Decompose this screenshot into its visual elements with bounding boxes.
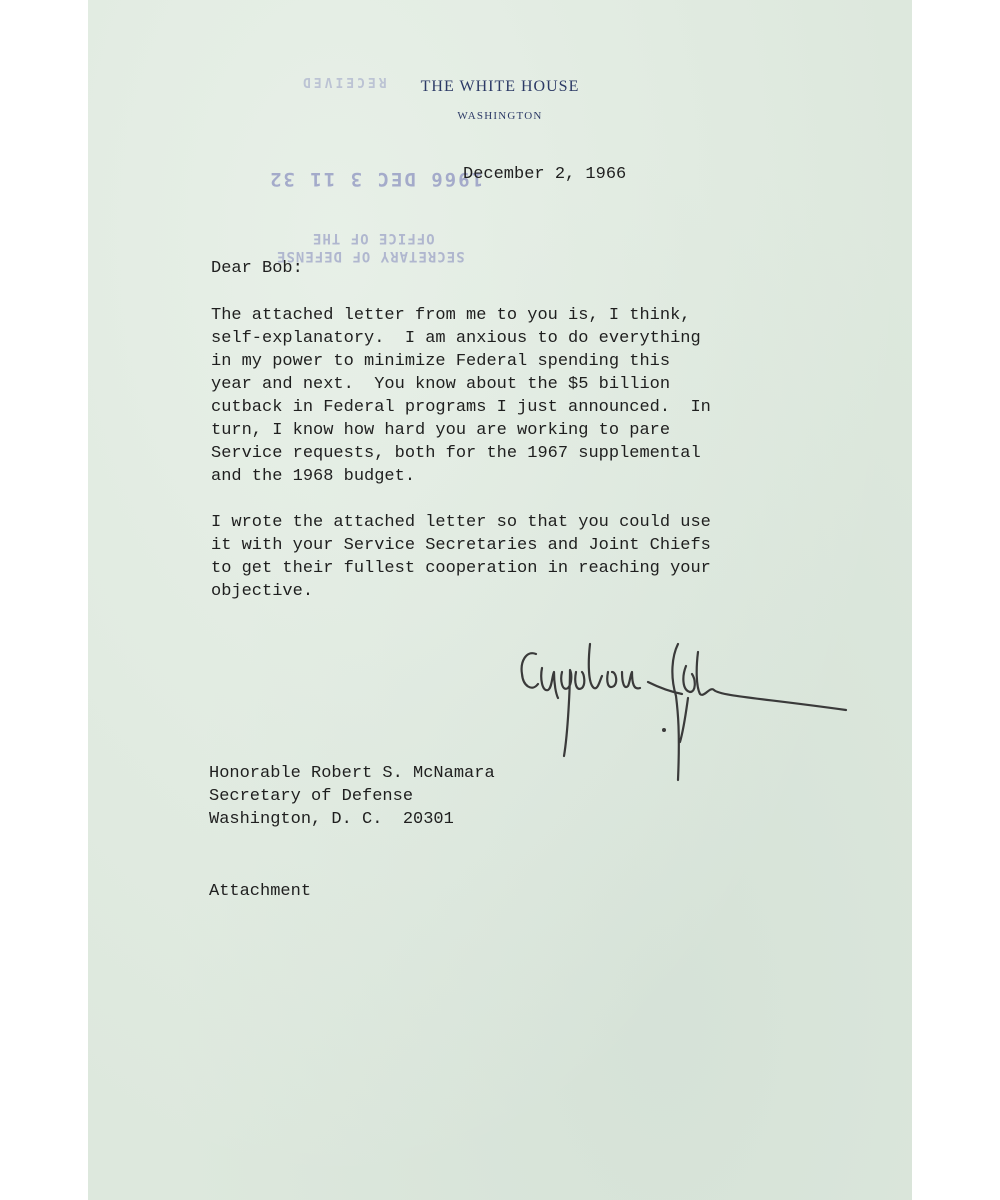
body-line: it with your Service Secretaries and Joint Chiefs bbox=[211, 536, 711, 555]
salutation: Dear Bob: bbox=[211, 259, 303, 278]
body-line: and the 1968 budget. bbox=[211, 467, 416, 486]
body-line: to get their fullest cooperation in reaching your bbox=[211, 559, 711, 578]
body-line: I wrote the attached letter so that you could use bbox=[211, 513, 711, 532]
enclosure-note: Attachment bbox=[209, 882, 312, 901]
received-stamp-office: OFFICE OF THE bbox=[312, 230, 435, 246]
body-line: cutback in Federal programs I just announced. In bbox=[211, 398, 711, 417]
body-line: turn, I know how hard you are working to pare bbox=[211, 421, 671, 440]
signature bbox=[510, 632, 860, 792]
recipient-address: Washington, D. C. 20301 bbox=[209, 810, 454, 829]
recipient-name: Honorable Robert S. McNamara bbox=[209, 764, 495, 783]
received-stamp-secretary: SECRETARY OF DEFENSE bbox=[276, 248, 465, 264]
body-line: The attached letter from me to you is, I think, bbox=[211, 306, 691, 325]
letterhead-location: WASHINGTON bbox=[457, 110, 543, 122]
received-stamp-line1: RECEIVED bbox=[300, 74, 387, 89]
body-line: year and next. You know about the $5 billion bbox=[211, 375, 671, 394]
letter-date: December 2, 1966 bbox=[463, 165, 627, 184]
body-line: in my power to minimize Federal spending this bbox=[211, 352, 671, 371]
letterhead-title: THE WHITE HOUSE bbox=[420, 78, 580, 95]
recipient-title: Secretary of Defense bbox=[209, 787, 414, 806]
body-line: objective. bbox=[211, 582, 314, 601]
body-line: Service requests, both for the 1967 supplemental bbox=[211, 444, 701, 463]
body-line: self-explanatory. I am anxious to do everything bbox=[211, 329, 701, 348]
received-stamp-date: 1966 DEC 3 11 32 bbox=[268, 168, 484, 190]
